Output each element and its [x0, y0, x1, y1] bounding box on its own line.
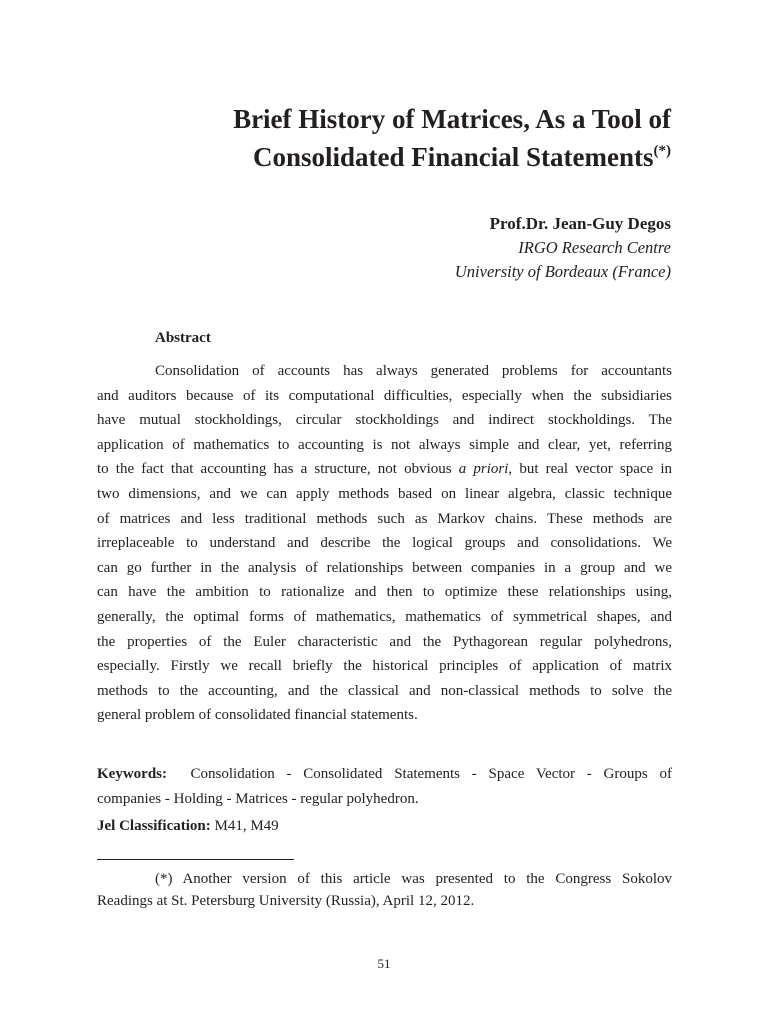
abstract-body	[97, 359, 672, 728]
abstract-line: generally, the optimal forms of mathematics, mathematics of symmetrical shapes, and	[97, 608, 672, 625]
title-line-2-text: Consolidated Financial Statements	[252, 142, 654, 172]
abstract-line: Consolidation of accounts has always generated problems for accountants	[155, 363, 672, 379]
footnote-line: (*) Another version of this article was presented to the Congress Sokolov	[155, 871, 672, 887]
abstract-line: have mutual stockholdings, circular stockholdings and indirect stockholdings. The	[97, 412, 672, 429]
abstract-heading: Abstract	[155, 330, 211, 346]
abstract-line: can have the ambition to rationalize and then to optimize these relationships using,	[97, 584, 672, 601]
jel-codes: M41, M49	[214, 818, 279, 834]
author-block	[171, 212, 671, 284]
abstract-text: to the fact that accounting has a structure, not obvious	[97, 461, 459, 478]
author-affiliation-centre: IRGO Research Centre	[518, 238, 671, 257]
footnote-divider	[97, 859, 294, 860]
abstract-line: two dimensions, and we can apply methods based on linear algebra, classic technique	[97, 485, 672, 502]
author-affiliation-university: University of Bordeaux (France)	[454, 262, 671, 281]
footnote	[97, 868, 672, 912]
keywords-line: companies - Holding - Matrices - regular polyhedron.	[97, 790, 419, 807]
title-line-1: Brief History of Matrices, As a Tool of	[233, 104, 671, 134]
abstract-line: and auditors because of its computational difficulties, especially when the subsidiaries	[97, 387, 672, 404]
jel-label: Jel Classification:	[97, 818, 211, 834]
abstract-line: the properties of the Euler characteristic and the Pythagorean regular polyhedrons,	[97, 633, 672, 650]
footnote-marker: (*)	[653, 143, 671, 159]
keywords-text: Consolidation - Consolidated Statements - Space Vector - Groups of	[190, 766, 672, 782]
keywords-line	[97, 762, 672, 787]
abstract-line: general problem of consolidated financial statements.	[97, 707, 418, 724]
abstract-line: can go further in the analysis of relationships between companies in a group and we	[97, 559, 672, 576]
footnote-line: Readings at St. Petersburg University (Russia), April 12, 2012.	[97, 893, 475, 909]
abstract-text: , but real vector space in	[508, 461, 672, 478]
title-line-2	[71, 138, 671, 176]
abstract-line: irreplaceable to understand and describe the logical groups and consolidations. We	[97, 535, 672, 552]
jel-classification	[97, 818, 279, 835]
keywords	[97, 762, 672, 811]
abstract-line: of matrices and less traditional methods such as Markov chains. These methods are	[97, 510, 672, 527]
author-name: Prof.Dr. Jean-Guy Degos	[489, 214, 671, 233]
page-number: 51	[377, 956, 391, 971]
article-title	[71, 100, 671, 176]
abstract-line: methods to the accounting, and the classical and non-classical methods to solve the	[97, 682, 672, 699]
abstract-italic-a-priori: a priori	[458, 461, 509, 478]
abstract-line	[97, 457, 672, 482]
abstract-line: especially. Firstly we recall briefly the historical principles of application of matrix	[97, 658, 672, 675]
keywords-label: Keywords:	[97, 766, 167, 782]
abstract-line: application of mathematics to accounting is not always simple and clear, yet, referring	[97, 436, 672, 453]
